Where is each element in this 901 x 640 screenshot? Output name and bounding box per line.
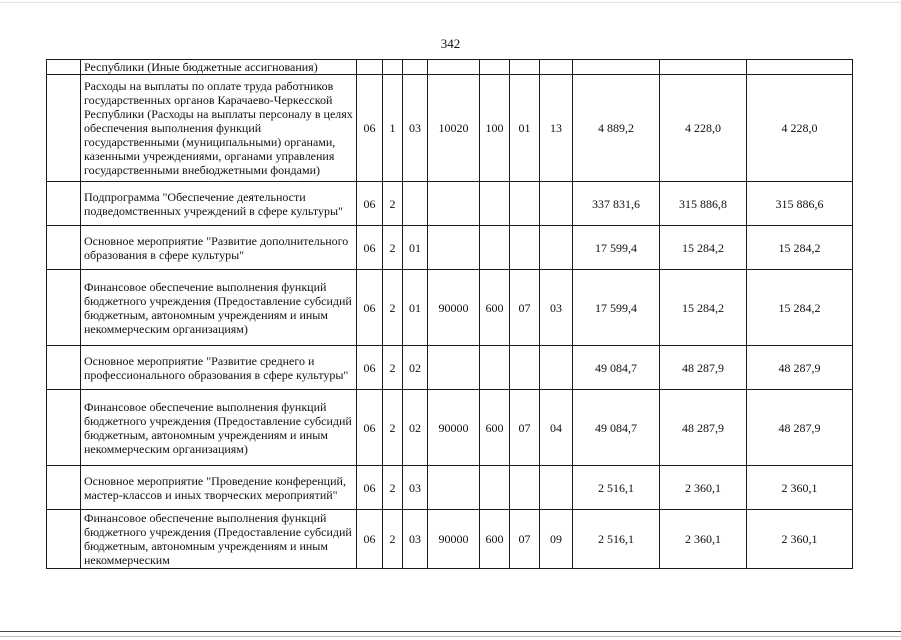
amount-year3-cell: 2 360,1: [747, 466, 853, 510]
row-number-cell: [47, 270, 81, 346]
row-number-cell: [47, 226, 81, 270]
expense-type-code-cell: 600: [480, 270, 510, 346]
expense-type-code-cell: [480, 466, 510, 510]
amount-year1-cell: 49 084,7: [573, 390, 660, 466]
amount-year3-cell: 2 360,1: [747, 510, 853, 569]
table-row: [47, 75, 853, 182]
ministry-code-cell: 06: [357, 75, 383, 182]
amount-year2-cell: 4 228,0: [660, 75, 747, 182]
table-row: [47, 510, 853, 569]
table-row: [47, 346, 853, 390]
amount-year2-cell: 15 284,2: [660, 270, 747, 346]
amount-year1-cell: 49 084,7: [573, 346, 660, 390]
budget-table: [46, 59, 853, 569]
subprogram-code-cell: 03: [403, 466, 428, 510]
expense-type-code-cell: [480, 182, 510, 226]
section-code-cell: [510, 346, 540, 390]
section-code-cell: [510, 466, 540, 510]
subprogram-code-cell: [403, 182, 428, 226]
row-number-cell: [47, 60, 81, 75]
subsection-code-cell: [540, 346, 573, 390]
direction-code-cell: 90000: [428, 390, 480, 466]
ministry-code-cell: 06: [357, 390, 383, 466]
subsection-code-cell: 13: [540, 75, 573, 182]
item-name-cell: Основное мероприятие "Развитие дополнительного образования в сфере культуры": [81, 226, 357, 270]
item-name-cell: Республики (Иные бюджетные ассигнования): [81, 60, 357, 75]
direction-code-cell: [428, 466, 480, 510]
expense-type-code-cell: [480, 346, 510, 390]
amount-year1-cell: 337 831,6: [573, 182, 660, 226]
subprogram-code-cell: [403, 60, 428, 75]
ministry-code-cell: [357, 60, 383, 75]
section-code-cell: [510, 226, 540, 270]
amount-year3-cell: 315 886,6: [747, 182, 853, 226]
row-number-cell: [47, 182, 81, 226]
subprogram-code-cell: 02: [403, 390, 428, 466]
amount-year3-cell: 48 287,9: [747, 390, 853, 466]
amount-year3-cell: 15 284,2: [747, 226, 853, 270]
item-name-cell: Финансовое обеспечение выполнения функций бюджетного учреждения (Предоставление субсидий бюджетным, автономным учреждениям и иным некоммерческим: [81, 510, 357, 569]
direction-code-cell: [428, 346, 480, 390]
section-code-cell: 01: [510, 75, 540, 182]
ministry-code-cell: 06: [357, 346, 383, 390]
row-number-cell: [47, 390, 81, 466]
row-number-cell: [47, 510, 81, 569]
bottom-scan-edge-shadow: [0, 636, 901, 637]
subsection-code-cell: 03: [540, 270, 573, 346]
subsection-code-cell: [540, 182, 573, 226]
subsection-code-cell: 09: [540, 510, 573, 569]
subprogram-code-cell: 03: [403, 510, 428, 569]
ministry-code-cell: 06: [357, 226, 383, 270]
item-name-cell: Расходы на выплаты по оплате труда работников государственных органов Карачаево-Черкесской Республики (Расходы на выплаты персоналу в целях обеспечения выполнения функций государственными (муниципальными) органами, казенными учреждениями, органами управления государственными внебюджетными фондами): [81, 75, 357, 182]
ministry-code-cell: 06: [357, 182, 383, 226]
amount-year3-cell: [747, 60, 853, 75]
direction-code-cell: [428, 226, 480, 270]
section-code-cell: 07: [510, 510, 540, 569]
program-code-cell: 2: [383, 182, 403, 226]
direction-code-cell: [428, 182, 480, 226]
amount-year3-cell: 4 228,0: [747, 75, 853, 182]
amount-year2-cell: [660, 60, 747, 75]
amount-year2-cell: 48 287,9: [660, 390, 747, 466]
subprogram-code-cell: 01: [403, 270, 428, 346]
program-code-cell: 1: [383, 75, 403, 182]
table-row: [47, 226, 853, 270]
subprogram-code-cell: 02: [403, 346, 428, 390]
section-code-cell: [510, 60, 540, 75]
item-name-cell: Основное мероприятие "Проведение конференций, мастер-классов и иных творческих мероприятий": [81, 466, 357, 510]
table-row: [47, 390, 853, 466]
amount-year1-cell: [573, 60, 660, 75]
subsection-code-cell: [540, 466, 573, 510]
section-code-cell: 07: [510, 390, 540, 466]
item-name-cell: Подпрограмма "Обеспечение деятельности подведомственных учреждений в сфере культуры": [81, 182, 357, 226]
page-number: 342: [440, 36, 461, 51]
table-row: [47, 60, 853, 75]
direction-code-cell: [428, 60, 480, 75]
ministry-code-cell: 06: [357, 466, 383, 510]
amount-year3-cell: 15 284,2: [747, 270, 853, 346]
program-code-cell: 2: [383, 390, 403, 466]
amount-year1-cell: 2 516,1: [573, 466, 660, 510]
amount-year3-cell: 48 287,9: [747, 346, 853, 390]
amount-year2-cell: 2 360,1: [660, 466, 747, 510]
section-code-cell: [510, 182, 540, 226]
table-row: [47, 466, 853, 510]
program-code-cell: 2: [383, 226, 403, 270]
expense-type-code-cell: 100: [480, 75, 510, 182]
amount-year1-cell: 17 599,4: [573, 270, 660, 346]
direction-code-cell: 90000: [428, 510, 480, 569]
subprogram-code-cell: 01: [403, 226, 428, 270]
ministry-code-cell: 06: [357, 270, 383, 346]
section-code-cell: 07: [510, 270, 540, 346]
ministry-code-cell: 06: [357, 510, 383, 569]
top-scan-edge: [0, 2, 901, 3]
amount-year1-cell: 4 889,2: [573, 75, 660, 182]
row-number-cell: [47, 466, 81, 510]
expense-type-code-cell: 600: [480, 390, 510, 466]
amount-year1-cell: 17 599,4: [573, 226, 660, 270]
amount-year1-cell: 2 516,1: [573, 510, 660, 569]
program-code-cell: 2: [383, 510, 403, 569]
table-row: [47, 182, 853, 226]
subprogram-code-cell: 03: [403, 75, 428, 182]
amount-year2-cell: 48 287,9: [660, 346, 747, 390]
program-code-cell: 2: [383, 270, 403, 346]
item-name-cell: Финансовое обеспечение выполнения функций бюджетного учреждения (Предоставление субсидий бюджетным, автономным учреждениям и иным некоммерческим организациям): [81, 390, 357, 466]
expense-type-code-cell: 600: [480, 510, 510, 569]
program-code-cell: [383, 60, 403, 75]
direction-code-cell: 10020: [428, 75, 480, 182]
row-number-cell: [47, 75, 81, 182]
program-code-cell: 2: [383, 346, 403, 390]
amount-year2-cell: 2 360,1: [660, 510, 747, 569]
item-name-cell: Основное мероприятие "Развитие среднего и профессионального образования в сфере культуры": [81, 346, 357, 390]
subsection-code-cell: [540, 226, 573, 270]
expense-type-code-cell: [480, 226, 510, 270]
subsection-code-cell: 04: [540, 390, 573, 466]
bottom-scan-edge: [0, 631, 901, 632]
amount-year2-cell: 315 886,8: [660, 182, 747, 226]
item-name-cell: Финансовое обеспечение выполнения функций бюджетного учреждения (Предоставление субсидий бюджетным, автономным учреждениям и иным некоммерческим организациям): [81, 270, 357, 346]
row-number-cell: [47, 346, 81, 390]
table-row: [47, 270, 853, 346]
program-code-cell: 2: [383, 466, 403, 510]
subsection-code-cell: [540, 60, 573, 75]
direction-code-cell: 90000: [428, 270, 480, 346]
amount-year2-cell: 15 284,2: [660, 226, 747, 270]
expense-type-code-cell: [480, 60, 510, 75]
